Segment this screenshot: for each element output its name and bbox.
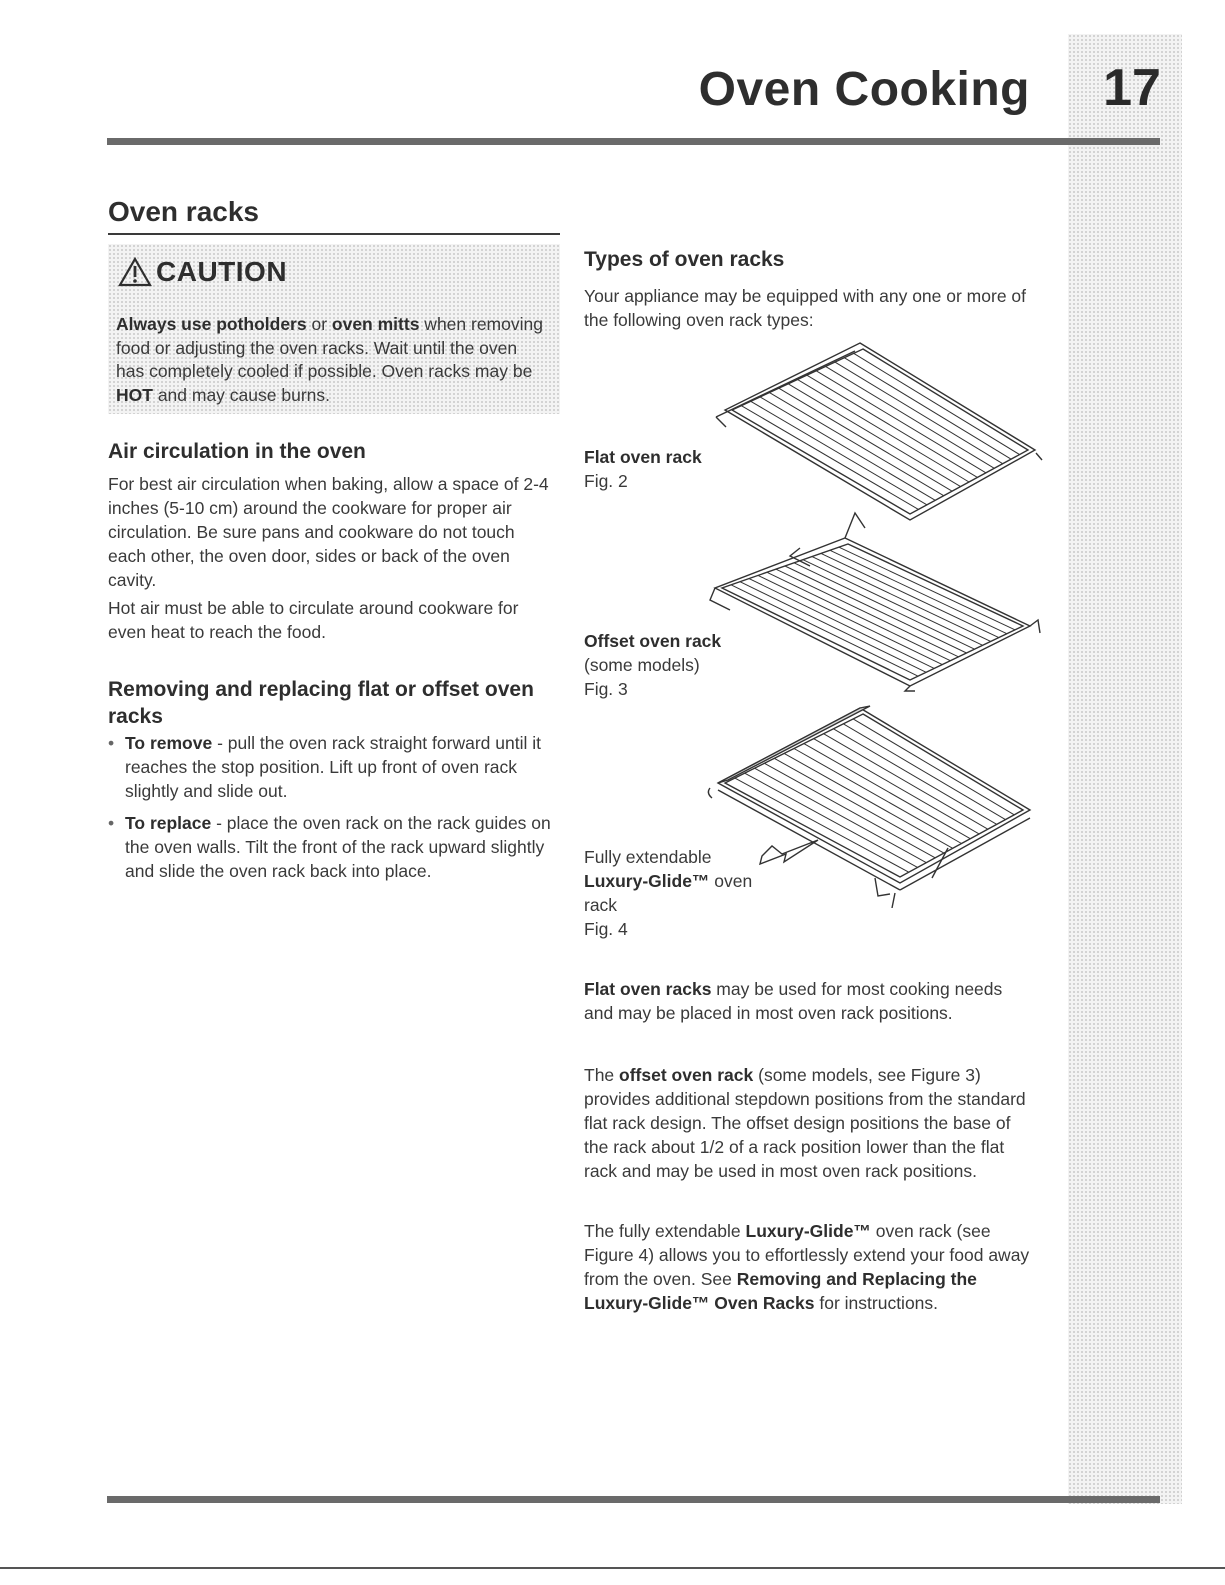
figure-3-label <box>584 629 721 701</box>
removing-heading: Removing and replacing flat or offset oven racks <box>108 678 534 728</box>
offset-rack-description <box>584 1063 1036 1183</box>
rack-wire <box>769 393 943 496</box>
lux-bold-reference: Removing and Replacing the Luxury-Glide™ Oven Racks <box>584 1269 977 1313</box>
figure-2-label <box>584 445 702 493</box>
rack-wire <box>816 371 986 473</box>
rack-wire <box>824 734 988 829</box>
rack-wire <box>814 739 979 834</box>
side-tab-pattern <box>1068 34 1182 1504</box>
figure-3-note: (some models) <box>584 655 700 675</box>
page-bottom-line <box>0 1567 1225 1569</box>
header-rule <box>107 138 1160 145</box>
caution-header <box>118 256 287 288</box>
lux-text: oven rack (see Figure 4) allows you to effortlessly extend your food away from the oven. See <box>584 1221 1030 1289</box>
figure-4-post2: rack <box>584 895 618 915</box>
offset-oven-rack-illustration <box>700 508 1045 693</box>
warning-triangle-icon <box>118 257 152 287</box>
rack-wire <box>760 397 935 500</box>
figure-4-number: Fig. 4 <box>584 919 628 939</box>
replace-text: - place the oven rack on the rack guides on the oven walls. Tilt the front of the rack upward slightly and slide the oven rack back into place. <box>125 813 551 881</box>
rack-wire <box>745 773 918 867</box>
caution-text-end: and may cause burns. <box>152 384 330 405</box>
offset-rack-text: (some models, see Figure 3) provides additional stepdown positions from the standard flat rack design. The offset design positions the base of the rack about 1/2 of a rack position lower than the flat rack and may be used in most oven rack positions. <box>584 1065 1026 1181</box>
figure-4-post: oven <box>709 871 753 891</box>
figure-2-title: Flat oven rack <box>584 447 702 467</box>
flat-oven-rack-illustration <box>700 335 1045 525</box>
page-number: 17 <box>1103 59 1161 117</box>
flat-rack-bold: Flat oven racks <box>584 979 712 999</box>
lux-bold: Luxury-Glide™ <box>745 1221 871 1241</box>
caution-bold-potholders: Always use potholders <box>116 314 307 334</box>
lux-pre: The fully extendable <box>584 1221 746 1241</box>
rack-wire <box>833 729 996 825</box>
caution-text <box>116 313 548 407</box>
rack-wire <box>784 753 953 848</box>
caution-text-body: when removing food or adjusting the oven racks. Wait until the oven has completely cooled if possible. Oven racks may be <box>116 314 543 381</box>
luxury-glide-description <box>584 1219 1036 1315</box>
rack-wire <box>798 380 970 483</box>
air-circulation-paragraph-2: Hot air must be able to circulate around cookware for even heat to reach the food. <box>108 598 519 642</box>
lux-text-end: for instructions. <box>814 1293 939 1313</box>
offset-rack-pre: The <box>584 1065 620 1085</box>
bullet-dot: • <box>108 813 115 833</box>
footer-rule <box>107 1496 1160 1503</box>
rack-wire <box>807 375 978 477</box>
rack-wire <box>830 550 1007 633</box>
rack-wire <box>854 353 1020 454</box>
rack-wire <box>844 358 1011 459</box>
rack-wire <box>749 579 934 669</box>
air-circulation-paragraph-1: For best air circulation when baking, allow a space of 2-4 inches (5-10 cm) around the cookware for proper air circulation. Be sure pans and cookware do not touch each other, the oven door, sides or back of the oven cavity. <box>108 474 549 590</box>
page-title: Oven Cooking <box>698 63 1030 116</box>
rack-wire <box>794 749 962 844</box>
remove-label: To remove <box>125 733 213 753</box>
figure-4-label <box>584 845 752 941</box>
section-title: Oven racks <box>108 196 259 227</box>
section-rule <box>108 233 560 235</box>
rack-wire <box>741 406 918 510</box>
air-circulation-heading: Air circulation in the oven <box>108 440 366 463</box>
types-intro: Your appliance may be equipped with any one or more of the following oven rack types: <box>584 286 1027 330</box>
offset-rack-bold: offset oven rack <box>619 1065 754 1085</box>
rack-wire <box>839 547 1015 630</box>
caution-bold-mitts: oven mitts <box>331 314 420 334</box>
rack-wire <box>740 582 926 673</box>
figure-2-number: Fig. 2 <box>584 471 628 491</box>
remove-text: - pull the oven rack straight forward until it reaches the stop position. Lift up front of oven rack slightly and slide out. <box>125 733 541 801</box>
rack-wire <box>751 401 927 505</box>
rack-wire <box>779 388 952 491</box>
bullet-dot: • <box>108 733 115 753</box>
types-heading: Types of oven racks <box>584 248 785 271</box>
figure-4-pre: Fully extendable <box>584 847 712 867</box>
replace-label: To replace <box>125 813 212 833</box>
rack-wire <box>853 719 1014 815</box>
rack-wire <box>764 763 935 858</box>
removing-list <box>108 731 560 891</box>
caution-text-or: or <box>306 314 332 334</box>
rack-wire <box>835 362 1003 464</box>
rack-wire <box>804 744 970 839</box>
flat-rack-description <box>584 977 1034 1025</box>
rack-wire <box>843 724 1005 820</box>
caution-bold-hot: HOT <box>116 384 153 405</box>
figure-3-title: Offset oven rack <box>584 631 722 651</box>
rack-wire <box>755 768 927 862</box>
list-item <box>108 731 560 803</box>
caution-label: CAUTION <box>156 256 288 287</box>
list-item <box>108 811 560 883</box>
flat-rack-text: may be used for most cooking needs and may be placed in most oven rack positions. <box>584 979 1003 1023</box>
rack-wire <box>788 384 960 487</box>
figure-3-number: Fig. 3 <box>584 679 628 699</box>
rack-wire <box>731 585 918 676</box>
figure-4-title: Luxury-Glide™ <box>584 871 710 891</box>
rack-wire <box>826 366 995 468</box>
rack-wire <box>774 758 944 853</box>
